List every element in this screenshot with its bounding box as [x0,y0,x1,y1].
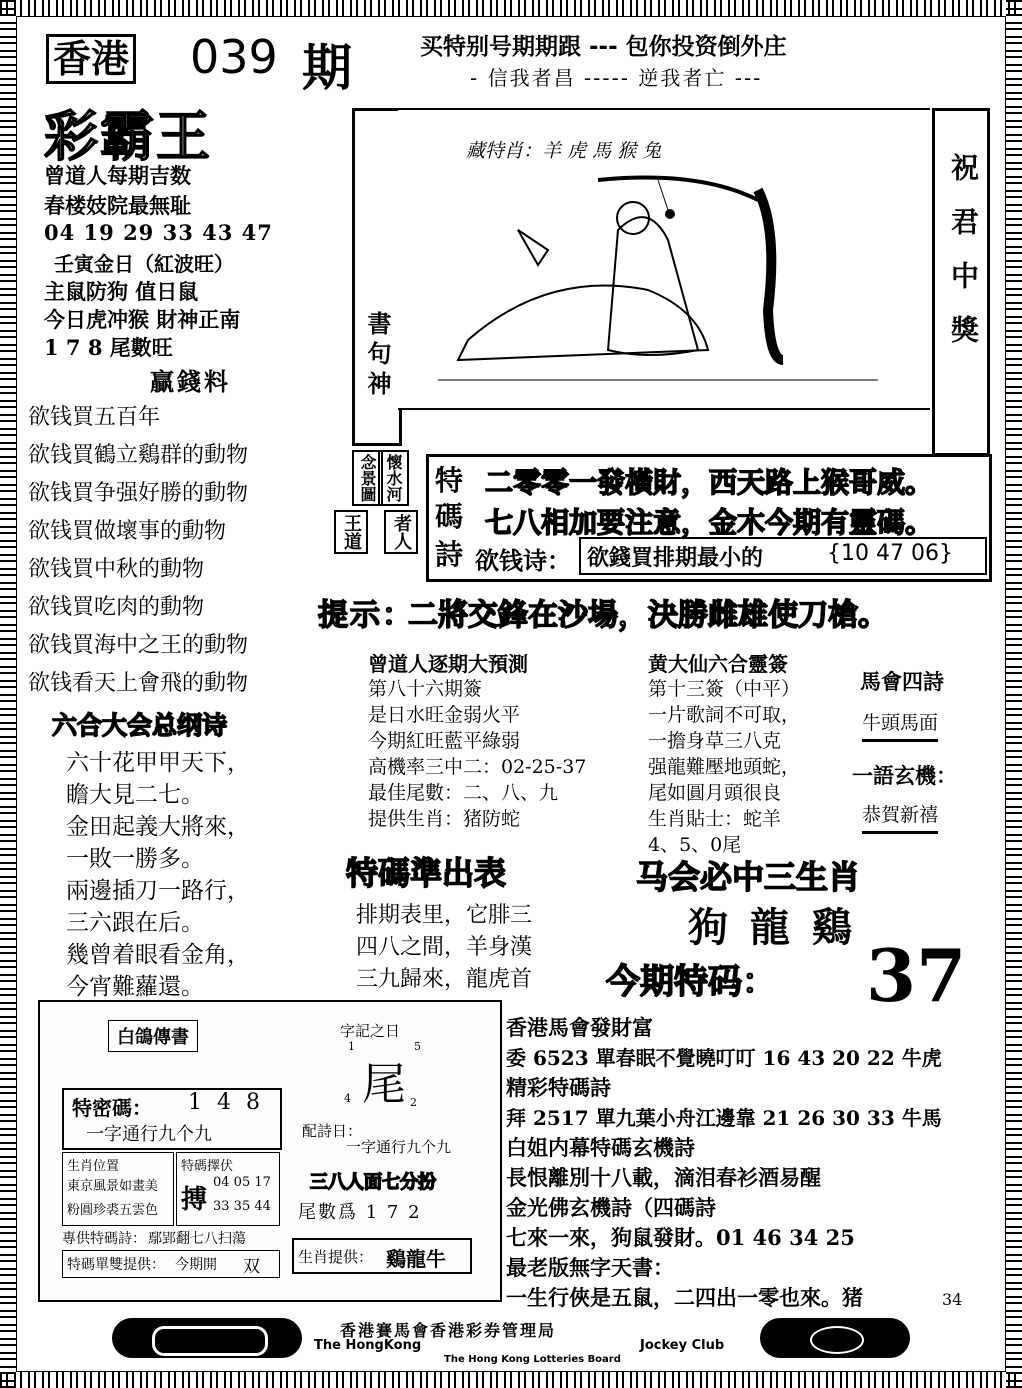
lady-and-tree-illustration [398,110,930,406]
oracle-line: 强龍難壓地頭蛇， [648,756,801,778]
prediction-line: 今期紅旺藍平綠弱 [368,730,521,752]
summary-poem-title: 六合大会总纲诗 [52,711,228,740]
oracle-line: 第十三簽（中平） [648,678,801,700]
pigeon-title: 白鴿傳書 [108,1020,198,1052]
hint-label: 提示： [318,598,414,633]
today-special-number: 37 [866,933,967,1018]
zodiac-provide-label: 生肖提供： [298,1248,374,1266]
wish-box [579,537,987,575]
river-map-label: 懷水河 [378,450,409,506]
brand: 香港 [46,34,136,84]
one-word-title: 一語玄機： [852,764,957,788]
intro-line: 今日虎冲猴 財神正南 [44,307,241,332]
zodiac-position-box [62,1152,174,1226]
poem-line: 金田起義大將來， [66,814,250,840]
split-text: 三八人面七分扮 [310,1172,436,1193]
special-pick-box [176,1152,280,1226]
slogan-2: - 信我者昌 ----- 逆我者亡 --- [470,66,763,90]
footer-logo-left [112,1318,302,1358]
match-text: 一字通行九个九 [346,1138,452,1156]
special-code-value: 1 4 8 [188,1090,264,1115]
special-code-label: 特密碼： [72,1096,152,1120]
header [40,28,352,178]
special-pick-numbers: 33 35 44 [213,1199,271,1214]
special-poem-box [426,454,992,582]
poem-line: 三六跟在后。 [66,910,204,936]
poem-line: 幾曾着眼看金角， [66,942,250,968]
swirl-icon [152,1326,268,1356]
list-item: 欲钱買做壞事的動物 [28,519,227,544]
intro-line: 1 7 8 尾數旺 [44,335,173,360]
left-border [0,0,16,1388]
bottom-border [0,1372,1022,1388]
footer-english-1: The HongKong [314,1338,422,1353]
wish-text: 欲錢買排期最小的 [587,546,764,571]
label-left-box [352,108,402,446]
corner-number: 34 [942,1290,963,1309]
single-double-box [62,1250,280,1278]
zodiac-line: 東京風景如畫美 [67,1179,159,1194]
tail-number: 2 [410,1096,417,1109]
special-poem-side: 特 [435,464,464,497]
prediction-line: 最佳尾數：二、八、九 [368,782,559,804]
single-double-label: 特碼單雙提供： [67,1257,165,1273]
jockey-line: 白姐内幕特碼玄機詩 [506,1135,695,1160]
intro-line: 春楼妓院最無耻 [44,193,191,218]
zodiac-label: 生肖位置 [67,1159,120,1174]
oracle-line: 黄大仙六合靈簽 [648,652,788,676]
prediction-line: 是日水旺金弱火平 [368,704,521,726]
picture-label-right: 祝君中獎 [947,153,980,369]
issue-suffix: 期 [302,39,352,97]
poem-line: 兩邊插刀一路行， [66,878,250,904]
oracle-line: 一片歌詞不可取， [648,704,801,726]
pigeon-poem-text: 鄢郢翻七八扫蕩 [148,1231,246,1247]
white-pigeon-panel [38,1000,502,1302]
right-border [1006,0,1022,1388]
prediction-line: 曾道人逐期大預測 [368,652,528,676]
list-item: 欲钱買海中之王的動物 [28,633,249,658]
jockey-line: 委 6523 單春眠不覺曉叮叮 16 43 20 22 牛虎 [506,1046,942,1070]
tail-number: 1 [348,1040,355,1053]
emblem-icon [810,1326,864,1354]
special-poem-side: 碼 [435,500,464,533]
prediction-line: 高機率三中二：02-25-37 [368,756,587,778]
oracle-line: 生肖貼士：蛇羊 [648,808,782,830]
wish-label: 欲钱诗： [475,547,571,575]
zodiac-provide-text: 鷄龍牛 [386,1247,446,1271]
pigeon-poem-label: 專供特碼詩： [62,1231,146,1247]
intro-line: 壬寅金日（紅波旺） [54,252,234,276]
special-poem-side: 詩 [435,538,464,571]
oracle-line: 4、5、0尾 [648,834,742,856]
zodiac-provide-box [292,1238,472,1274]
jockey-line: 精彩特碼詩 [506,1075,611,1100]
special-pick-label: 特碼擇伏 [181,1159,234,1174]
table-line: 排期表里，它腓三 [356,903,533,928]
page-title: 彩霸王 [44,105,212,168]
prediction-line: 第八十六期簽 [368,678,483,700]
jockey-line: 七來一來，狗鼠發財。01 46 34 25 [506,1225,855,1250]
slogan-1: 买特别号期期跟 --- 包你投资倒外庄 [420,34,787,60]
issue-number: 039 [190,30,278,84]
list-item: 欲钱看天上會飛的動物 [28,671,249,696]
picture-caption: 藏特肖：羊 虎 馬 猴 兔 [466,140,662,162]
intro-line: 曾道人每期吉数 [44,163,191,188]
special-poem-line: 二零零一發橫財，西天路上猴哥威。 [485,466,934,499]
special-table-title: 特碼準出表 [346,854,507,892]
jockey-line: 金光佛玄機詩（四碼詩 [506,1195,716,1220]
tail-number: 4 [344,1092,351,1105]
river-map-label: 者人 [384,510,418,554]
match-label: 配詩日： [302,1122,363,1140]
footer-english-2: Jockey Club [640,1338,725,1353]
poem-line: 六十花甲甲天下， [66,750,250,776]
intro-line: 主鼠防狗 值日鼠 [44,279,199,304]
top-border [0,0,1022,16]
one-word-answer: 恭賀新禧 [862,800,938,834]
special-poem-line: 七八相加要注意，金木今期有靈碼。 [485,506,934,539]
jockey-line: 一生行俠是五鼠，二四出一零也來。猪 [506,1285,863,1310]
label-right-box [932,108,990,456]
hint-text: 二將交鋒在沙場，決勝雌雄使刀槍。 [408,598,888,633]
three-zodiac-animals: 狗 龍 鷄 [688,904,856,951]
footer-chinese: 香港賽馬會香港彩券管理局 [340,1321,557,1340]
river-map-label: 王道 [334,510,368,554]
table-line: 四八之間，羊身漢 [356,935,533,960]
footer-logo-right [760,1318,910,1358]
tail-number: 5 [414,1040,421,1053]
jockey-line: 長恨離別十八載，滴泪春衫酒易醒 [506,1165,821,1190]
jockey-poem-answer: 牛頭馬面 [862,708,938,742]
river-map-stamps [326,450,424,558]
poem-line: 今宵難蘿還。 [66,974,204,1000]
oracle-line: 尾如圓月頭很良 [648,782,782,804]
tail-char: 尾 [362,1059,406,1110]
poem-line: 一敗一勝多。 [66,846,204,872]
oracle-line: 一擔身草三八克 [648,730,782,752]
win-money-title: 贏錢料 [150,368,231,396]
list-item: 欲钱買鶴立鷄群的動物 [28,443,249,468]
list-item: 欲钱買五百年 [28,405,161,430]
special-pick-numbers: 04 05 17 [213,1175,271,1190]
zodiac-line: 粉圓珍裘五雲色 [67,1203,159,1218]
single-double-value: 双 [243,1257,260,1277]
jockey-line: 拜 2517 單九葉小舟江邊靠 21 26 30 33 牛馬 [506,1106,942,1130]
wish-numbers: {10 47 06} [827,541,953,566]
list-item: 欲钱買吃肉的動物 [28,595,205,620]
tail-header: 字記之日 [340,1022,401,1040]
poem-line: 瞻大見二七。 [66,782,204,808]
single-double-text: 今期開 [175,1257,217,1273]
jockey-line: 香港馬會發財富 [506,1015,653,1040]
tail-numbers: 尾數爲 1 7 2 [298,1202,422,1223]
jockey-poem-title: 馬會四詩 [860,670,944,694]
jockey-line: 最老版無字天書： [506,1255,674,1280]
illustration [398,108,930,410]
footer-english-3: The Hong Kong Lotteries Board [444,1354,621,1365]
river-map-label: 念景圖 [352,450,383,506]
special-pick-char: 搏 [181,1185,208,1215]
picture-label-left: 書句神 [363,311,391,401]
special-code-text: 一字通行九个九 [86,1124,212,1145]
special-code-box [62,1088,282,1150]
three-zodiac-title: 马会必中三生肖 [636,858,861,896]
table-line: 三九歸來，龍虎首 [356,967,533,992]
list-item: 欲钱買争强好勝的動物 [28,481,249,506]
prediction-line: 提供生肖：猪防蛇 [368,808,521,830]
today-special-label: 今期特码： [606,962,776,1002]
list-item: 欲钱買中秋的動物 [28,557,205,582]
intro-numbers: 04 19 29 33 43 47 [44,220,273,245]
